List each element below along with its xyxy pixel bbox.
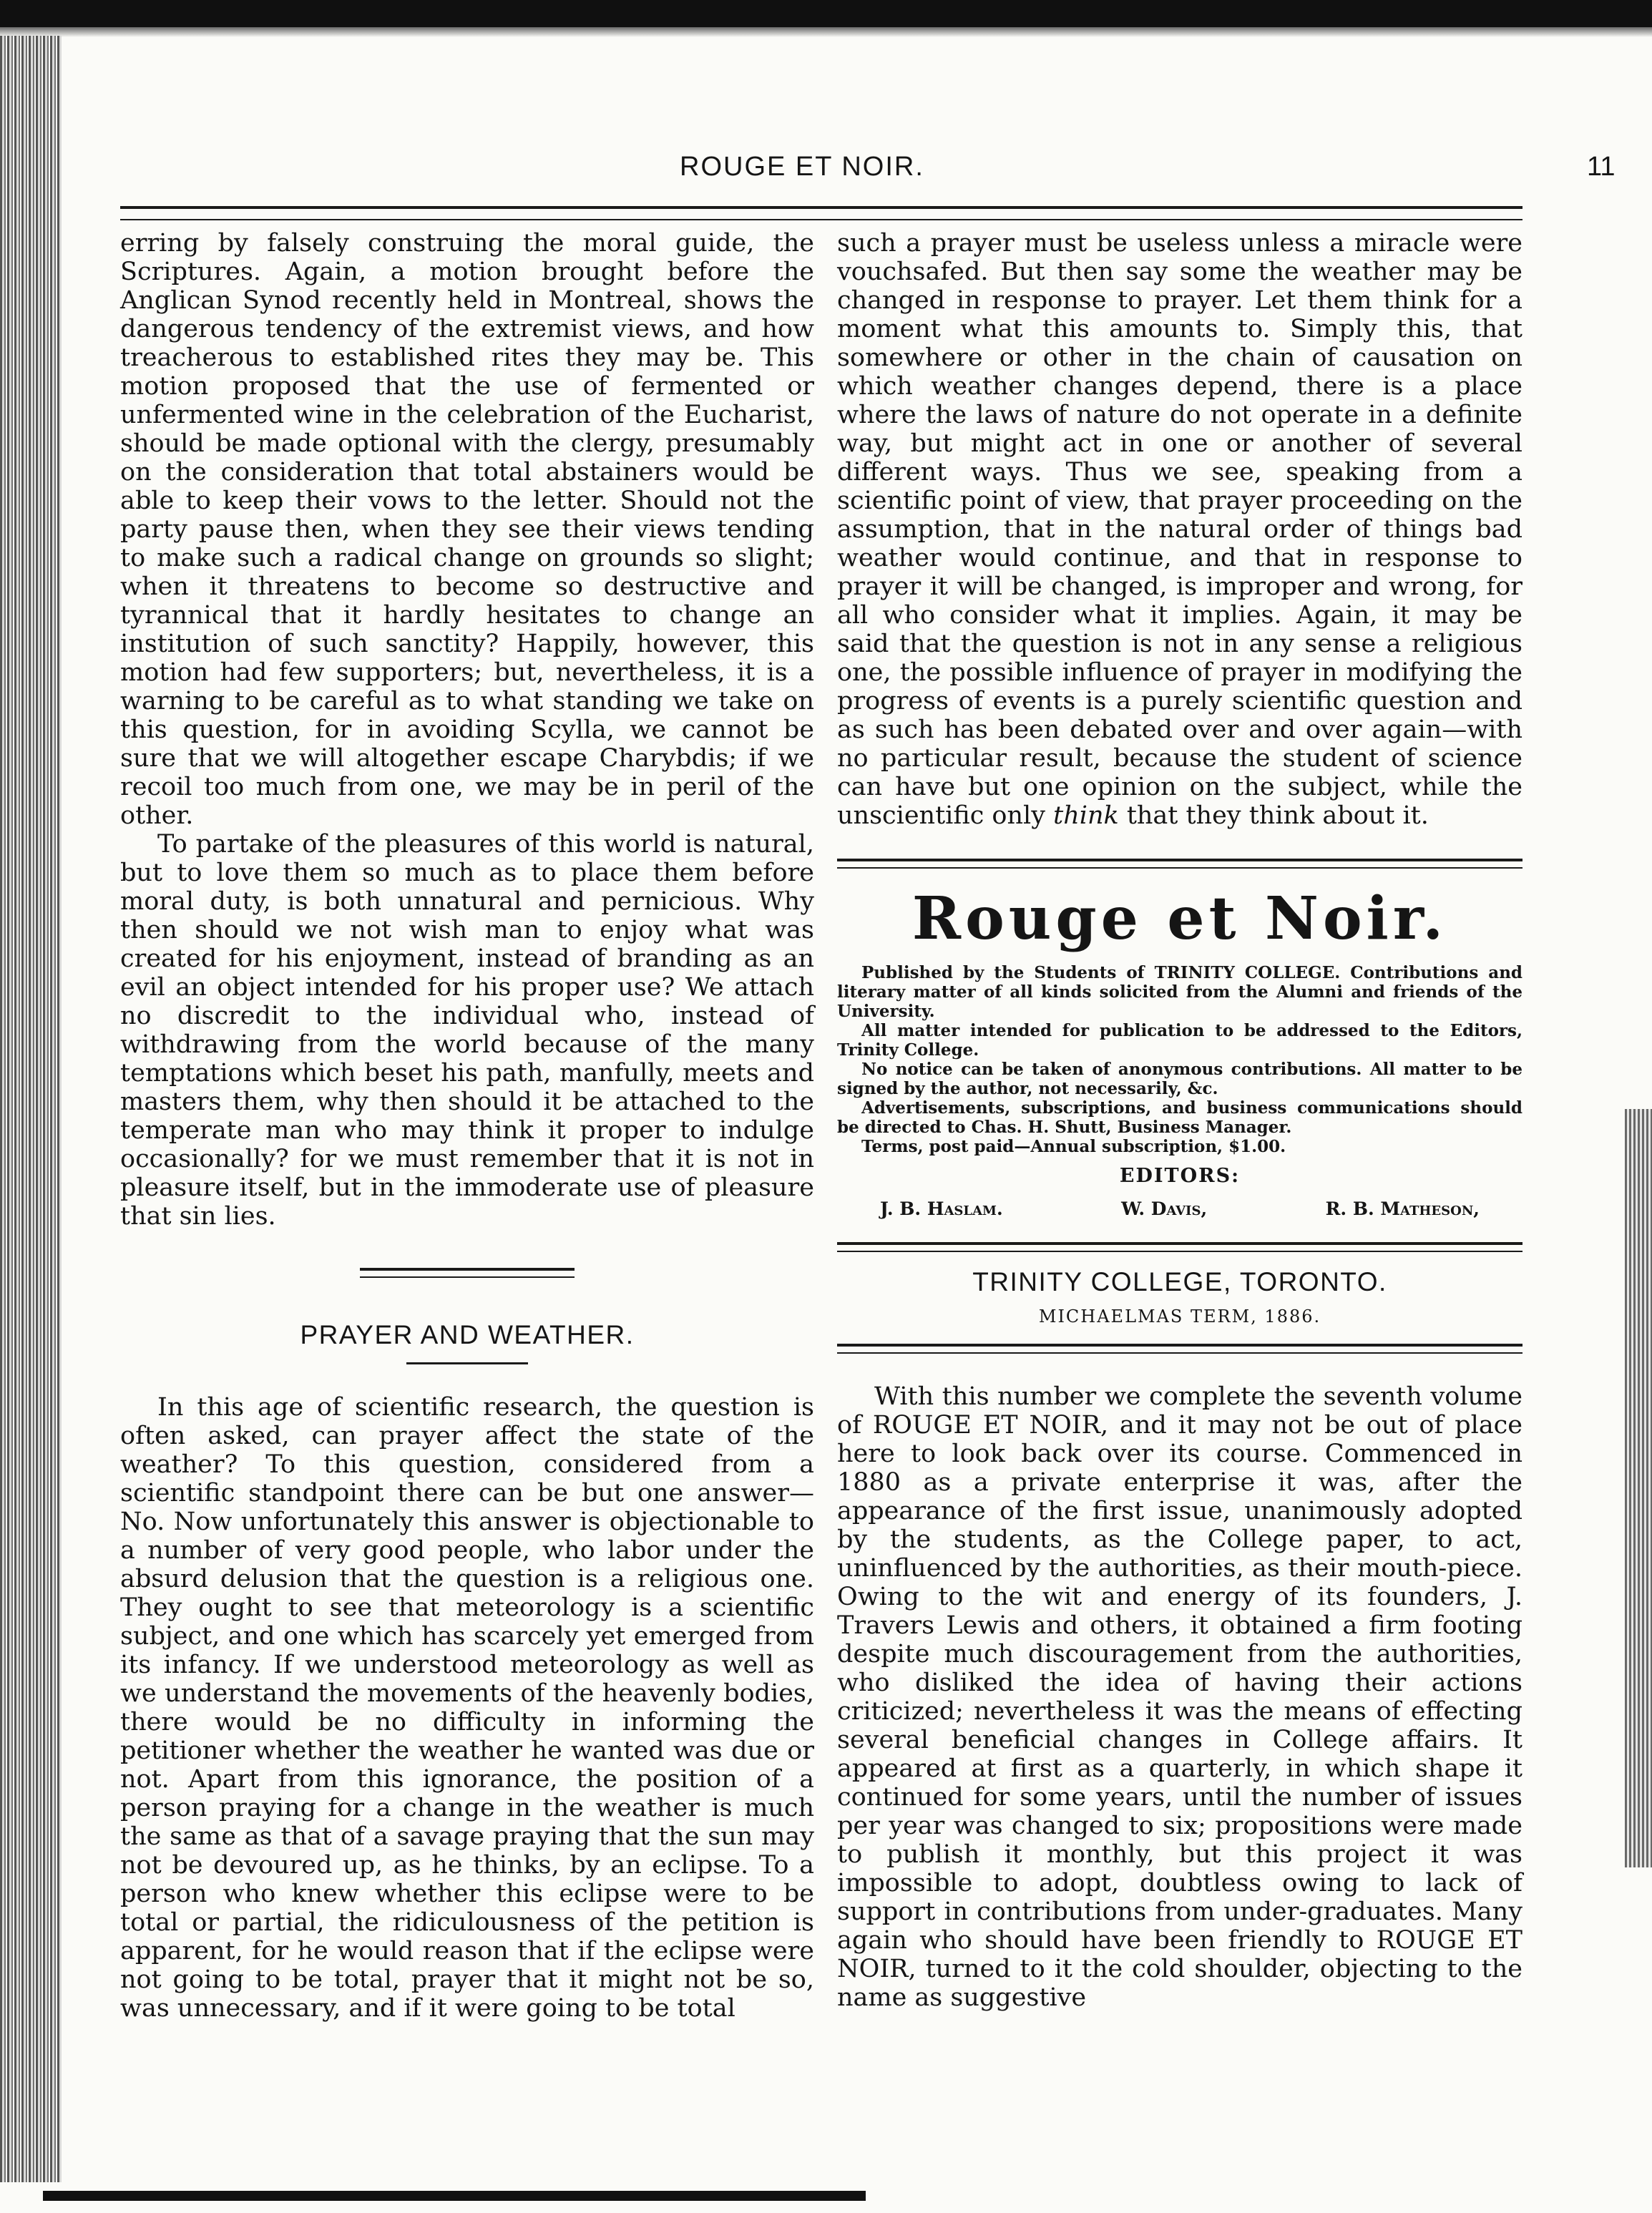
- notice-terms: Terms, post paid—Annual subscription, $1.00.: [861, 1137, 1286, 1156]
- closing-paragraph: With this number we complete the seventh volume of ROUGE ET NOIR, and it may not be out of place here to look back over its course. Commenced in 1880 as a private enterprise it was, after the appearance of the first issue, unanimously adopted by the students, as the College paper, to act, uninfluenced by the authorities, as their mouth-piece. Owing to the wit and energy of its founders, J. Travers Lewis and others, it obtained a firm footing despite much discouragement from the authorities, who disliked the idea of having their actions criticized; nevertheless it was the means of effecting several beneficial changes in College affairs. It appeared at first as a quarterly, in which shape it continued for some years, until the number of issues per year was changed to six; propositions were made to publish it monthly, but this project it was impossible to adopt, doubtless owing to lack of support in contributions from under-graduates. Many again who should have been friendly to ROUGE ET NOIR, turned to it the cold shoulder, objecting to the name as suggestive: [837, 1382, 1523, 2012]
- editorial-top-rule: [837, 1242, 1523, 1252]
- term-subtitle: MICHAELMAS TERM, 1886.: [1038, 1306, 1321, 1327]
- continuation-end: that they think about it.: [1118, 801, 1429, 830]
- scan-border-top: [0, 0, 1652, 27]
- prayer-weather-title: PRAYER AND WEATHER.: [300, 1320, 635, 1349]
- left-column: [120, 229, 814, 2023]
- continuation-text: such a prayer must be useless unless a miracle were vouchsafed. But then say some the weather may be changed in response to prayer. Let them think for a moment what this amounts to. Simply this, that somewhere or other in the chain of causation on which weather changes depend, there is a place where the laws of nature do not operate in a definite way, but might act in one or another of several different ways. Thus we see, speaking from a scientific point of view, that prayer proceeding on the assumption, that in the natural order of things bad weather would continue, and that in response to prayer it will be changed, is improper and wrong, for all who consider what it implies. Again, it may be said that the question is not in any sense a religious one, the possible influence of prayer in modifying the progress of events is a purely scientific question and as such has been debated over and over again—with no particular result, because the student of science can have but one opinion on the subject, while the unscientific only: [837, 229, 1523, 830]
- pleasures-paragraph: To partake of the pleasures of this world is natural, but to love them so much as to place them before moral duty, is both unnatural and pernicious. Why then should we not wish man to enjoy what was created for his enjoyment, instead of branding as an evil an object intended for his proper use? We attach no discredit to the individual who, instead of withdrawing from the world because of the many temptations which beset his path, manfully, meets and masters them, why then should it be attached to the temperate man who may think it proper to indulge occasionally? for we must remember that it is not in pleasure itself, but in the immoderate use of pleasure that sin lies.: [120, 830, 814, 1231]
- editors-label: EDITORS:: [1119, 1165, 1241, 1187]
- scan-edge-right: [1625, 1109, 1652, 1867]
- editor-name: W. Davis,: [1121, 1198, 1208, 1219]
- masthead-top-rule: [837, 859, 1523, 869]
- right-column: [837, 229, 1523, 2012]
- editor-name: J. B. Haslam.: [880, 1198, 1003, 1219]
- editor-name: R. B. Matheson,: [1325, 1198, 1480, 1219]
- editorial-bottom-rule: [837, 1344, 1523, 1354]
- section-divider: [360, 1268, 575, 1278]
- notice-address: All matter intended for publication to be addressed to the Editors, Trinity College.: [837, 1021, 1523, 1060]
- prayer-paragraph: In this age of scientific research, the question is often asked, can prayer affect the state of the weather? To this question, considered from a scientific standpoint there can be but one answer—No. Now unfortunately this answer is objectionable to a number of very good people, who labor under the absurd delusion that the question is a religious one. They ought to see that meteorology is a scientific subject, and one which has scarcely yet emerged from its infancy. If we understood meteorology as well as we understand the movements of the heavenly bodies, there would be no difficulty in informing the petitioner whether the weather he wanted was due or not. Apart from this ignorance, the position of a person praying for a change in the weather is much the same as that of a savage praying that the sun may not be devoured up, as he thinks, by an eclipse. To a person who knew whether this eclipse were to be total or partial, the ridiculousness of the petition is apparent, for he would reason that if the eclipse were not going to be total, prayer that it might not be so, was unnecessary, and if it were going to be total: [120, 1393, 814, 2023]
- scan-border-bottom: [43, 2191, 866, 2201]
- header-rule: [120, 206, 1523, 220]
- continuation-paragraph: [837, 229, 1523, 830]
- scan-shadow-top: [0, 27, 1652, 37]
- page-number: 11: [1587, 152, 1616, 182]
- notice-published: Published by the Students of TRINITY COLLEGE. Contributions and literary matter of all kinds solicited from the Alumni and friends of the University.: [837, 963, 1523, 1021]
- intro-paragraph: erring by falsely construing the moral guide, the Scriptures. Again, a motion brought before the Anglican Synod recently held in Montreal, shows the dangerous tendency of the extremist views, and how treacherous to established rites they may be. This motion proposed that the use of fermented or unfermented wine in the celebration of the Eucharist, should be made optional with the clergy, presumably on the consideration that total abstainers would be able to keep their vows to the letter. Should not the party pause then, when they see their views tending to make such a radical change on grounds so slight; when it threatens to become so destructive and tyrannical that it hardly hesitates to change an institution of such sanctity? Happily, however, this motion had few supporters; but, nevertheless, it is a warning to be careful as to what standing we take on this question, for in avoiding Scylla, we cannot be sure that we will altogether escape Charybdis; if we recoil too much from one, we may be in peril of the other.: [120, 229, 814, 830]
- notice-advertisements: Advertisements, subscriptions, and business communications should be directed to Chas. H. Shutt, Business Manager.: [837, 1098, 1523, 1137]
- editors-list: [837, 1191, 1523, 1223]
- masthead-title: Rouge et Noir.: [911, 884, 1448, 953]
- running-title: ROUGE ET NOIR.: [680, 152, 924, 182]
- scan-binding-edge: [0, 36, 62, 2182]
- trinity-college-title: TRINITY COLLEGE, TORONTO.: [972, 1267, 1387, 1296]
- continuation-italic: think: [1053, 801, 1119, 830]
- notice-anonymous: No notice can be taken of anonymous contributions. All matter to be signed by the author, not necessarily, &c.: [837, 1060, 1523, 1098]
